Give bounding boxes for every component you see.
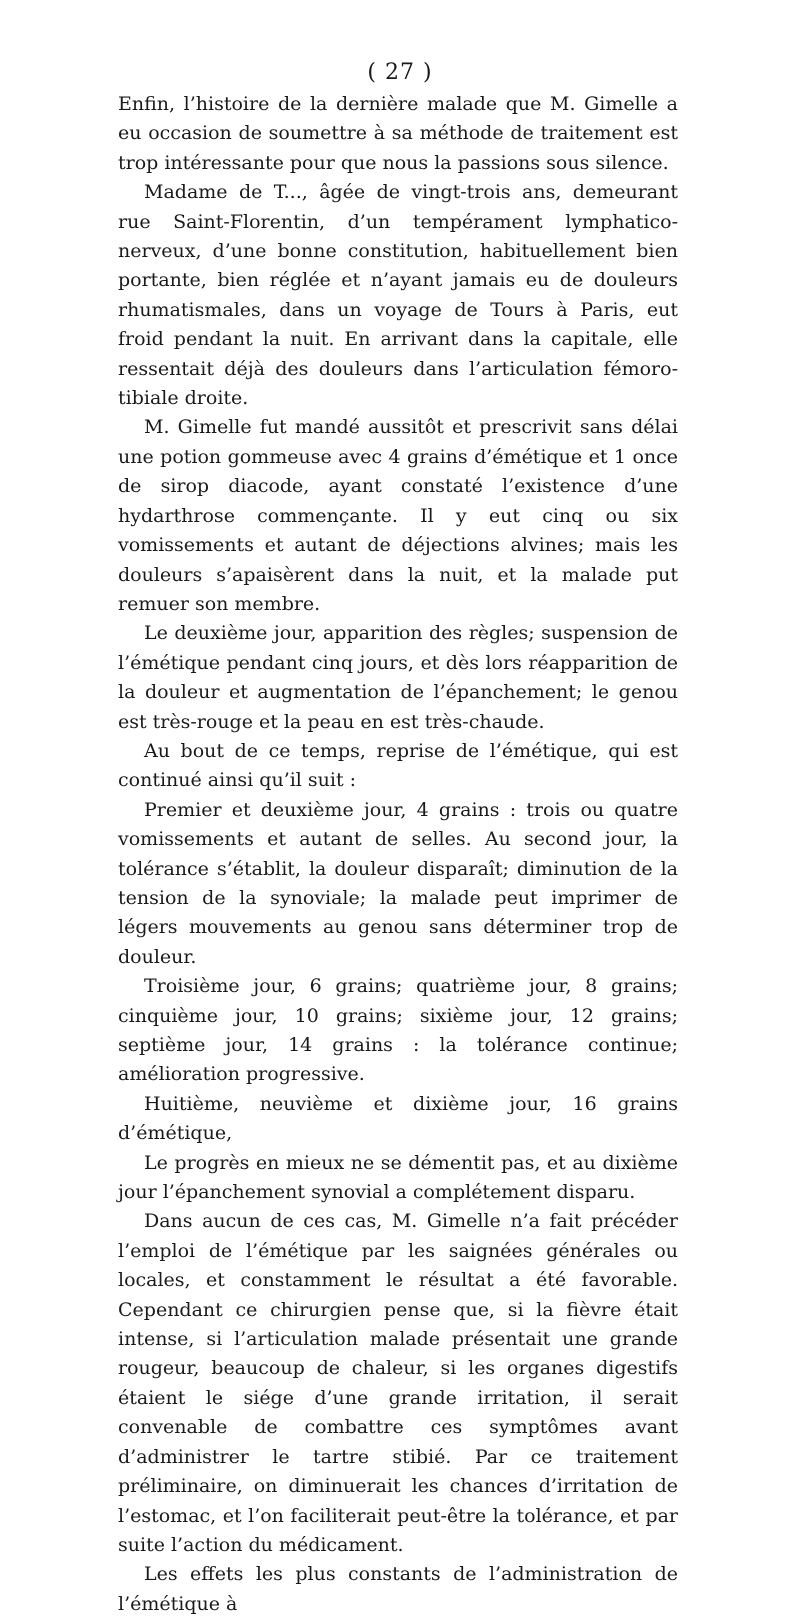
- page-number: ( 27 ): [367, 60, 433, 85]
- paragraph: Au bout de ce temps, reprise de l’émétique, qui est continué ainsi qu’il suit :: [118, 739, 678, 792]
- paragraph: Le progrès en mieux ne se démentit pas, et au dixième jour l’épanchement synovial a complétement disparu.: [118, 1151, 678, 1204]
- body-text: [118, 90, 678, 1619]
- paragraph: Dans aucun de ces cas, M. Gimelle n’a fait précéder l’emploi de l’émétique par les saignées générales ou locales, et constamment le résultat a été favorable. Cependant ce chirurgien pense que, si la fièvre était intense, si l’articulation malade présentait une grande rougeur, beaucoup de chaleur, si les organes digestifs étaient le siége d’une grande irritation, il serait convenable de combattre ces symptômes avant d’administrer le tartre stibié. Par ce traitement préliminaire, on diminuerait les chances d’irritation de l’estomac, et l’on faciliterait peut-être la tolérance, et par suite l’action du médicament.: [118, 1210, 678, 1556]
- paragraph: Huitième, neuvième et dixième jour, 16 grains d’émétique,: [118, 1092, 678, 1145]
- paragraph: Le deuxième jour, apparition des règles; suspension de l’émétique pendant cinq jours, et dès lors réapparition de la douleur et augmentation de l’épanchement; le genou est très-rouge et la peau en est très-chaude.: [118, 622, 678, 733]
- paragraph: Madame de T..., âgée de vingt-trois ans, demeurant rue Saint-Florentin, d’un tempérament lymphatico-nerveux, d’une bonne constitution, habituellement bien portante, bien réglée et n’ayant jamais eu de douleurs rhumatismales, dans un voyage de Tours à Paris, eut froid pendant la nuit. En arrivant dans la capitale, elle ressentait déjà des douleurs dans l’articulation fémoro-tibiale droite.: [118, 181, 678, 410]
- paragraph: M. Gimelle fut mandé aussitôt et prescrivit sans délai une potion gommeuse avec 4 grains d’émétique et 1 once de sirop diacode, ayant constaté l’existence d’une hydarthrose commençante. Il y eut cinq ou six vomissements et autant de déjections alvines; mais les douleurs s’apaisèrent dans la nuit, et la malade put remuer son membre.: [118, 416, 678, 615]
- paragraph: Troisième jour, 6 grains; quatrième jour, 8 grains; cinquième jour, 10 grains; sixième jour, 12 grains; septième jour, 14 grains : la tolérance continue; amélioration progressive.: [118, 975, 678, 1086]
- paragraph: Premier et deuxième jour, 4 grains : trois ou quatre vomissements et autant de selles. Au second jour, la tolérance s’établit, la douleur disparaît; diminution de la tension de la synoviale; la malade peut imprimer de légers mouvements au genou sans déterminer trop de douleur.: [118, 798, 678, 968]
- paragraph: Les effets les plus constants de l’administration de l’émétique à: [118, 1563, 678, 1615]
- paragraph: Enfin, l’histoire de la dernière malade que M. Gimelle a eu occasion de soumettre à sa méthode de traitement est trop intéressante pour que nous la passions sous silence.: [118, 93, 678, 174]
